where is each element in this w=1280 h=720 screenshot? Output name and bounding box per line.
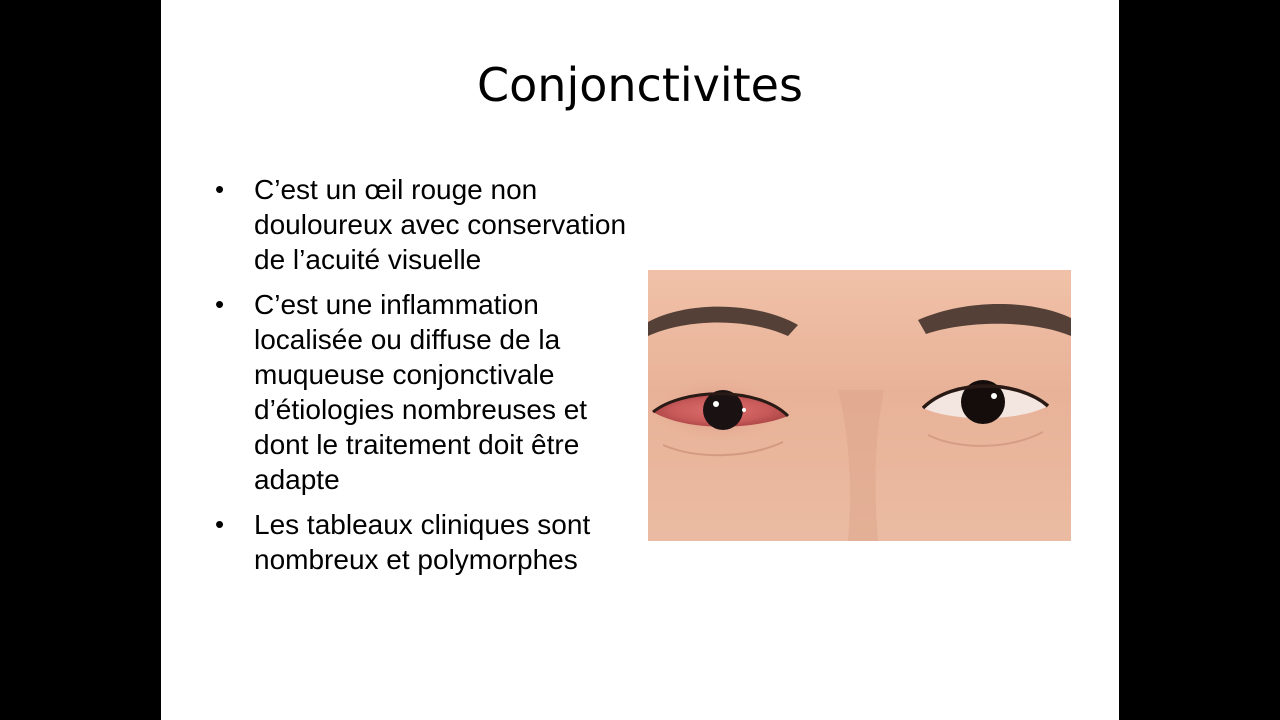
bullet-list <box>215 172 635 587</box>
bullet-text: C’est une inflammation localisée ou diffuse de la muqueuse conjonctivale d’étiologies nombreuses et dont le traitement doit être adapte <box>254 289 588 495</box>
bullet-dot-icon: • <box>215 509 225 539</box>
bullet-item <box>215 507 635 577</box>
bullet-text: Les tableaux cliniques sont nombreux et polymorphes <box>254 509 591 575</box>
slide-title: Conjonctivites <box>477 58 803 112</box>
bullet-item <box>215 172 635 277</box>
slide <box>161 0 1119 720</box>
bullet-dot-icon: • <box>215 174 225 204</box>
bullet-dot-icon: • <box>215 289 225 319</box>
bullet-text: C’est un œil rouge non douloureux avec conservation de l’acuité visuelle <box>254 174 627 275</box>
bullet-item <box>215 287 635 497</box>
eyes-photo <box>648 270 1071 541</box>
